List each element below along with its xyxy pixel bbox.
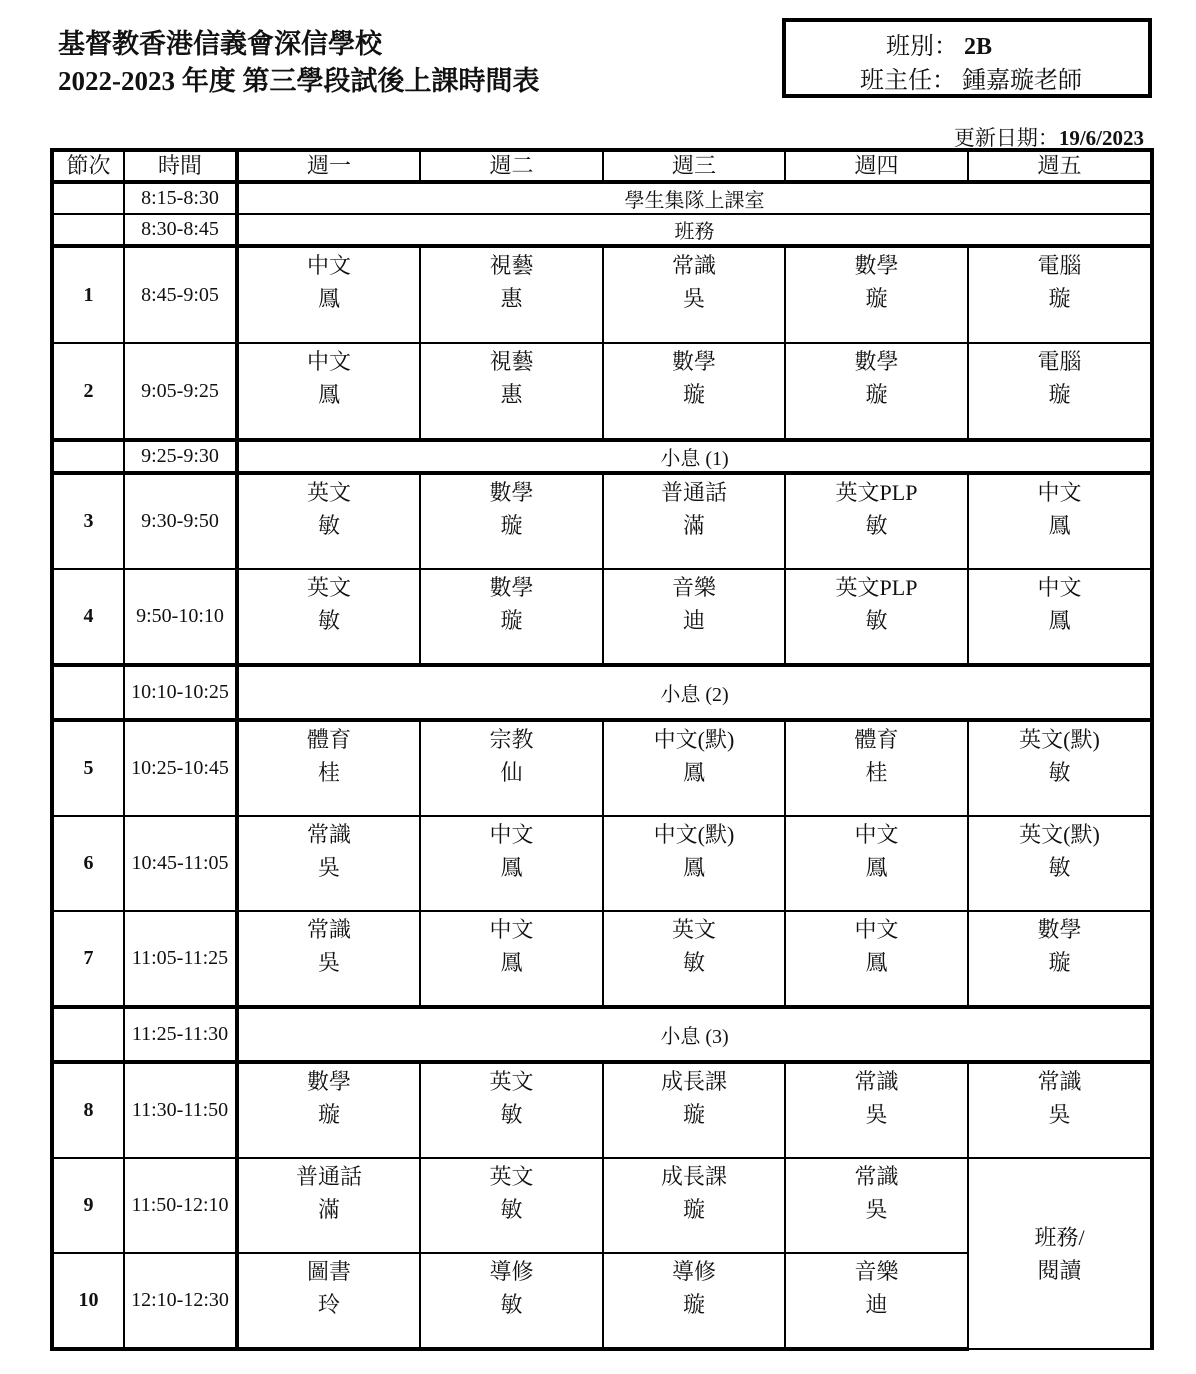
subject: 英文 (671, 917, 716, 942)
teacher: 滿 (317, 1197, 340, 1222)
time-slot: 10:45-11:05 (124, 816, 237, 911)
subject: 英文 (306, 575, 351, 600)
subject: 英文 (306, 480, 351, 505)
lesson-cell-wed (603, 911, 785, 1007)
subject: 數學 (854, 349, 899, 374)
timetable (50, 148, 1154, 1351)
lesson-cell-wed (603, 720, 785, 816)
subject: 普通話 (660, 480, 727, 505)
time-slot: 8:45-9:05 (124, 246, 237, 343)
subject: 數學 (854, 253, 899, 278)
lesson-cell-thu (785, 816, 968, 911)
lesson-cell-thu (785, 473, 968, 569)
teacher: 鳳 (500, 855, 523, 880)
teacher: 吳 (1048, 1102, 1071, 1127)
subject: 中文 (854, 917, 899, 942)
teacher: 敏 (1048, 855, 1071, 880)
subject: 數學 (489, 575, 534, 600)
teacher: 璇 (317, 1102, 340, 1127)
teacher: 璇 (500, 513, 523, 538)
teacher: 桂 (317, 760, 340, 785)
lesson-cell-thu (785, 246, 968, 343)
activity-span: 小息 (2) (237, 665, 1152, 720)
subject: 數學 (671, 349, 716, 374)
lesson-cell-mon (237, 343, 420, 440)
subject: 英文 (489, 1069, 534, 1094)
lesson-cell-fri (968, 816, 1152, 911)
lesson-cell-tue (420, 1062, 603, 1158)
teacher: 鳳 (1048, 608, 1071, 633)
activity-span: 小息 (3) (237, 1007, 1152, 1062)
teacher: 吳 (865, 1197, 888, 1222)
lesson-cell-mon (237, 911, 420, 1007)
lesson-cell-fri (968, 1158, 1152, 1349)
lesson-cell-tue (420, 246, 603, 343)
teacher: 吳 (682, 286, 705, 311)
lesson-cell-tue (420, 911, 603, 1007)
teacher: 敏 (500, 1102, 523, 1127)
activity-span: 班務 (237, 214, 1152, 246)
lesson-cell-thu (785, 720, 968, 816)
lesson-cell-wed (603, 816, 785, 911)
teacher: 鳳 (317, 286, 340, 311)
break-row (52, 182, 1152, 214)
class-value: 2B (964, 34, 993, 60)
lesson-cell-fri (968, 911, 1152, 1007)
lesson-cell-fri (968, 343, 1152, 440)
lesson-cell-mon (237, 246, 420, 343)
lesson-cell-thu (785, 911, 968, 1007)
lesson-cell-thu (785, 569, 968, 665)
subject: 視藝 (489, 349, 534, 374)
teacher: 璇 (682, 1292, 705, 1317)
teacher: 璇 (865, 382, 888, 407)
form-teacher-value: 鍾嘉璇老師 (962, 68, 1082, 94)
time-slot: 10:10-10:25 (124, 665, 237, 720)
subject: 數學 (489, 480, 534, 505)
teacher: 迪 (865, 1292, 888, 1317)
subject: 體育 (306, 727, 351, 752)
subject: 英文 (489, 1164, 534, 1189)
subject: 宗教 (489, 727, 534, 752)
form-teacher-label: 班主任： (860, 68, 956, 94)
lesson-cell-wed (603, 473, 785, 569)
lesson-cell-tue (420, 816, 603, 911)
teacher: 敏 (317, 513, 340, 538)
teacher: 鳳 (1048, 513, 1071, 538)
period-number (52, 665, 124, 720)
period-number: 10 (52, 1253, 124, 1349)
teacher: 玲 (317, 1292, 340, 1317)
subject: 導修 (489, 1259, 534, 1284)
subject: 英文PLP (835, 575, 918, 600)
subject: 成長課 (660, 1164, 727, 1189)
teacher: 璇 (682, 1102, 705, 1127)
subject: 英文(默) (1019, 727, 1100, 752)
lesson-cell-mon (237, 1158, 420, 1253)
teacher: 敏 (682, 950, 705, 975)
lesson-row (52, 720, 1152, 816)
subject: 中文 (489, 917, 534, 942)
subject: 中文 (489, 822, 534, 847)
subject: 常識 (854, 1164, 899, 1189)
activity-span: 小息 (1) (237, 440, 1152, 473)
teacher: 鳳 (317, 382, 340, 407)
teacher: 惠 (500, 286, 523, 311)
teacher: 惠 (500, 382, 523, 407)
subject: 中文 (1037, 575, 1082, 600)
subject: 成長課 (660, 1069, 727, 1094)
break-row (52, 665, 1152, 720)
lesson-cell-fri (968, 473, 1152, 569)
subject: 常識 (854, 1069, 899, 1094)
period-number: 7 (52, 911, 124, 1007)
lesson-cell-thu (785, 343, 968, 440)
column-header-tue: 週二 (420, 150, 603, 182)
time-slot: 8:30-8:45 (124, 214, 237, 246)
lesson-cell-fri (968, 1062, 1152, 1158)
header-row (52, 150, 1152, 182)
lesson-cell-tue (420, 343, 603, 440)
lesson-cell-tue (420, 1158, 603, 1253)
lesson-cell-tue (420, 473, 603, 569)
column-header-mon: 週一 (237, 150, 420, 182)
lesson-row (52, 816, 1152, 911)
lesson-cell-wed (603, 569, 785, 665)
timetable-title: 2022-2023 年度 第三學段試後上課時間表 (58, 66, 540, 96)
teacher: 敏 (500, 1292, 523, 1317)
lesson-cell-mon (237, 569, 420, 665)
subject: 電腦 (1037, 253, 1082, 278)
period-number: 3 (52, 473, 124, 569)
subject: 導修 (671, 1259, 716, 1284)
subject: 常識 (1037, 1069, 1082, 1094)
subject: 中文 (854, 822, 899, 847)
lesson-cell-mon (237, 816, 420, 911)
lesson-cell-wed (603, 1253, 785, 1349)
teacher: 璇 (1048, 950, 1071, 975)
break-row (52, 214, 1152, 246)
lesson-row (52, 569, 1152, 665)
teacher: 鳳 (500, 950, 523, 975)
teacher: 吳 (865, 1102, 888, 1127)
subject: 圖書 (306, 1259, 351, 1284)
period-number: 5 (52, 720, 124, 816)
subject: 視藝 (489, 253, 534, 278)
lesson-row (52, 473, 1152, 569)
school-name: 基督教香港信義會深信學校 (58, 29, 382, 59)
lesson-cell-tue (420, 1253, 603, 1349)
lesson-row (52, 1062, 1152, 1158)
class-label: 班別： (886, 34, 958, 60)
subject: 體育 (854, 727, 899, 752)
teacher: 敏 (865, 513, 888, 538)
break-row (52, 440, 1152, 473)
lesson-cell-wed (603, 1158, 785, 1253)
subject: 常識 (306, 822, 351, 847)
teacher: 敏 (500, 1197, 523, 1222)
time-slot: 10:25-10:45 (124, 720, 237, 816)
period-number: 6 (52, 816, 124, 911)
lesson-cell-fri (968, 246, 1152, 343)
lesson-cell-fri (968, 569, 1152, 665)
time-slot: 9:25-9:30 (124, 440, 237, 473)
lesson-row (52, 246, 1152, 343)
teacher: 吳 (317, 855, 340, 880)
teacher: 璇 (500, 608, 523, 633)
period-number: 1 (52, 246, 124, 343)
subject: 數學 (1037, 917, 1082, 942)
teacher: 吳 (317, 950, 340, 975)
update-date-label: 更新日期： (953, 126, 1059, 150)
subject: 數學 (306, 1069, 351, 1094)
teacher: 桂 (865, 760, 888, 785)
period-number (52, 214, 124, 246)
time-slot: 11:25-11:30 (124, 1007, 237, 1062)
column-header-period: 節次 (52, 150, 124, 182)
column-header-time: 時間 (124, 150, 237, 182)
lesson-row (52, 911, 1152, 1007)
time-slot: 9:30-9:50 (124, 473, 237, 569)
teacher: 鳳 (865, 950, 888, 975)
lesson-cell-mon (237, 720, 420, 816)
teacher: 仙 (500, 760, 523, 785)
teacher: 璇 (682, 382, 705, 407)
time-slot: 8:15-8:30 (124, 182, 237, 214)
subject: 中文 (1037, 480, 1082, 505)
subject: 常識 (671, 253, 716, 278)
period-number (52, 440, 124, 473)
lesson-cell-thu (785, 1253, 968, 1349)
time-slot: 11:30-11:50 (124, 1062, 237, 1158)
subject: 常識 (306, 917, 351, 942)
lesson-cell-tue (420, 569, 603, 665)
teacher: 鳳 (682, 855, 705, 880)
period-number: 9 (52, 1158, 124, 1253)
period-number (52, 182, 124, 214)
lesson-cell-mon (237, 1253, 420, 1349)
teacher: 敏 (865, 608, 888, 633)
teacher: 滿 (682, 513, 705, 538)
teacher: 璇 (1048, 286, 1071, 311)
lesson-cell-wed (603, 343, 785, 440)
time-slot: 12:10-12:30 (124, 1253, 237, 1349)
teacher: 迪 (682, 608, 705, 633)
activity-span: 學生集隊上課室 (237, 182, 1152, 214)
teacher: 璇 (865, 286, 888, 311)
subject: 中文 (306, 349, 351, 374)
lesson-row (52, 343, 1152, 440)
time-slot: 11:50-12:10 (124, 1158, 237, 1253)
time-slot: 9:50-10:10 (124, 569, 237, 665)
column-header-fri: 週五 (968, 150, 1152, 182)
time-slot: 11:05-11:25 (124, 911, 237, 1007)
lesson-cell-fri (968, 720, 1152, 816)
teacher: 敏 (317, 608, 340, 633)
teacher: 敏 (1048, 760, 1071, 785)
subject: 班務/ (1034, 1224, 1085, 1250)
class-info-box (782, 18, 1152, 98)
teacher: 鳳 (682, 760, 705, 785)
teacher: 璇 (1048, 382, 1071, 407)
teacher: 璇 (682, 1197, 705, 1222)
lesson-cell-thu (785, 1062, 968, 1158)
subject: 中文(默) (653, 822, 735, 847)
subject: 英文(默) (1019, 822, 1100, 847)
time-slot: 9:05-9:25 (124, 343, 237, 440)
period-number: 8 (52, 1062, 124, 1158)
lesson-cell-tue (420, 720, 603, 816)
subject: 普通話 (295, 1164, 362, 1189)
update-date-value: 19/6/2023 (1058, 126, 1144, 150)
column-header-wed: 週三 (603, 150, 785, 182)
column-header-thu: 週四 (785, 150, 968, 182)
teacher: 鳳 (865, 855, 888, 880)
lesson-cell-wed (603, 246, 785, 343)
period-number: 2 (52, 343, 124, 440)
teacher: 閱讀 (1037, 1257, 1082, 1283)
lesson-cell-thu (785, 1158, 968, 1253)
subject: 中文(默) (653, 727, 735, 752)
lesson-row (52, 1158, 1152, 1253)
period-number (52, 1007, 124, 1062)
subject: 電腦 (1037, 349, 1082, 374)
subject: 中文 (306, 253, 351, 278)
subject: 英文PLP (835, 480, 918, 505)
subject: 音樂 (854, 1259, 899, 1284)
lesson-cell-mon (237, 1062, 420, 1158)
lesson-cell-wed (603, 1062, 785, 1158)
period-number: 4 (52, 569, 124, 665)
subject: 音樂 (671, 575, 716, 600)
break-row (52, 1007, 1152, 1062)
lesson-cell-mon (237, 473, 420, 569)
